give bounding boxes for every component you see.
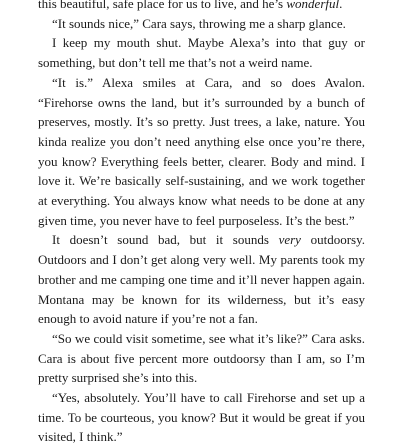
text-run: “It is.” Alexa smiles at Cara, and so does Avalon. “Firehorse owns the land, but it’s surrounded by a bunch of preserves, mostly. It’s so pretty. Just trees, a lake, nature. You kinda realize you don’t need anything else once you’re there, you know? Everything feels better, clearer. Body and mind. I love it. We’re basically self-sustaining, and we work together at everything. You always know what needs to be done at any given time, you never have to feel purposeless. It’s the best.” bbox=[38, 74, 365, 228]
text-run: “It sounds nice,” Cara says, throwing me a sharp glance. bbox=[52, 15, 346, 31]
text-run: this beautiful, safe place for us to live, and he’s bbox=[38, 0, 287, 11]
text-run: I keep my mouth shut. Maybe Alexa’s into that guy or something, but don’t tell me that’s not a weird name. bbox=[38, 35, 365, 71]
paragraph bbox=[38, 33, 365, 72]
paragraph bbox=[38, 14, 365, 34]
text-run: . bbox=[339, 0, 343, 11]
emphasized-text: wonderful bbox=[286, 0, 340, 11]
paragraph bbox=[38, 230, 365, 329]
body-text bbox=[38, 0, 365, 447]
paragraph bbox=[38, 0, 365, 14]
text-run: outdoorsy. Outdoors and I don’t get along very well. My parents took my brother and me camping one time and it’ll never happen again. Montana may be known for its wilderness, but it’s easy enough to avoid nature if you’re not a fan. bbox=[38, 232, 365, 327]
text-run: It doesn’t sound bad, but it sounds bbox=[52, 232, 279, 248]
text-run: “So we could visit sometime, see what it’s like?” Cara asks. Cara is about five percent more outdoorsy than I am, so I’m pretty surprised she’s into this. bbox=[38, 330, 365, 386]
emphasized-text: very bbox=[278, 232, 301, 248]
paragraph bbox=[38, 329, 365, 388]
text-run: “Yes, absolutely. You’ll have to call Firehorse and set up a time. To be courteous, you know? But it would be great if you visited, I think.” bbox=[38, 390, 365, 445]
paragraph bbox=[38, 73, 365, 231]
paragraph bbox=[38, 388, 365, 447]
